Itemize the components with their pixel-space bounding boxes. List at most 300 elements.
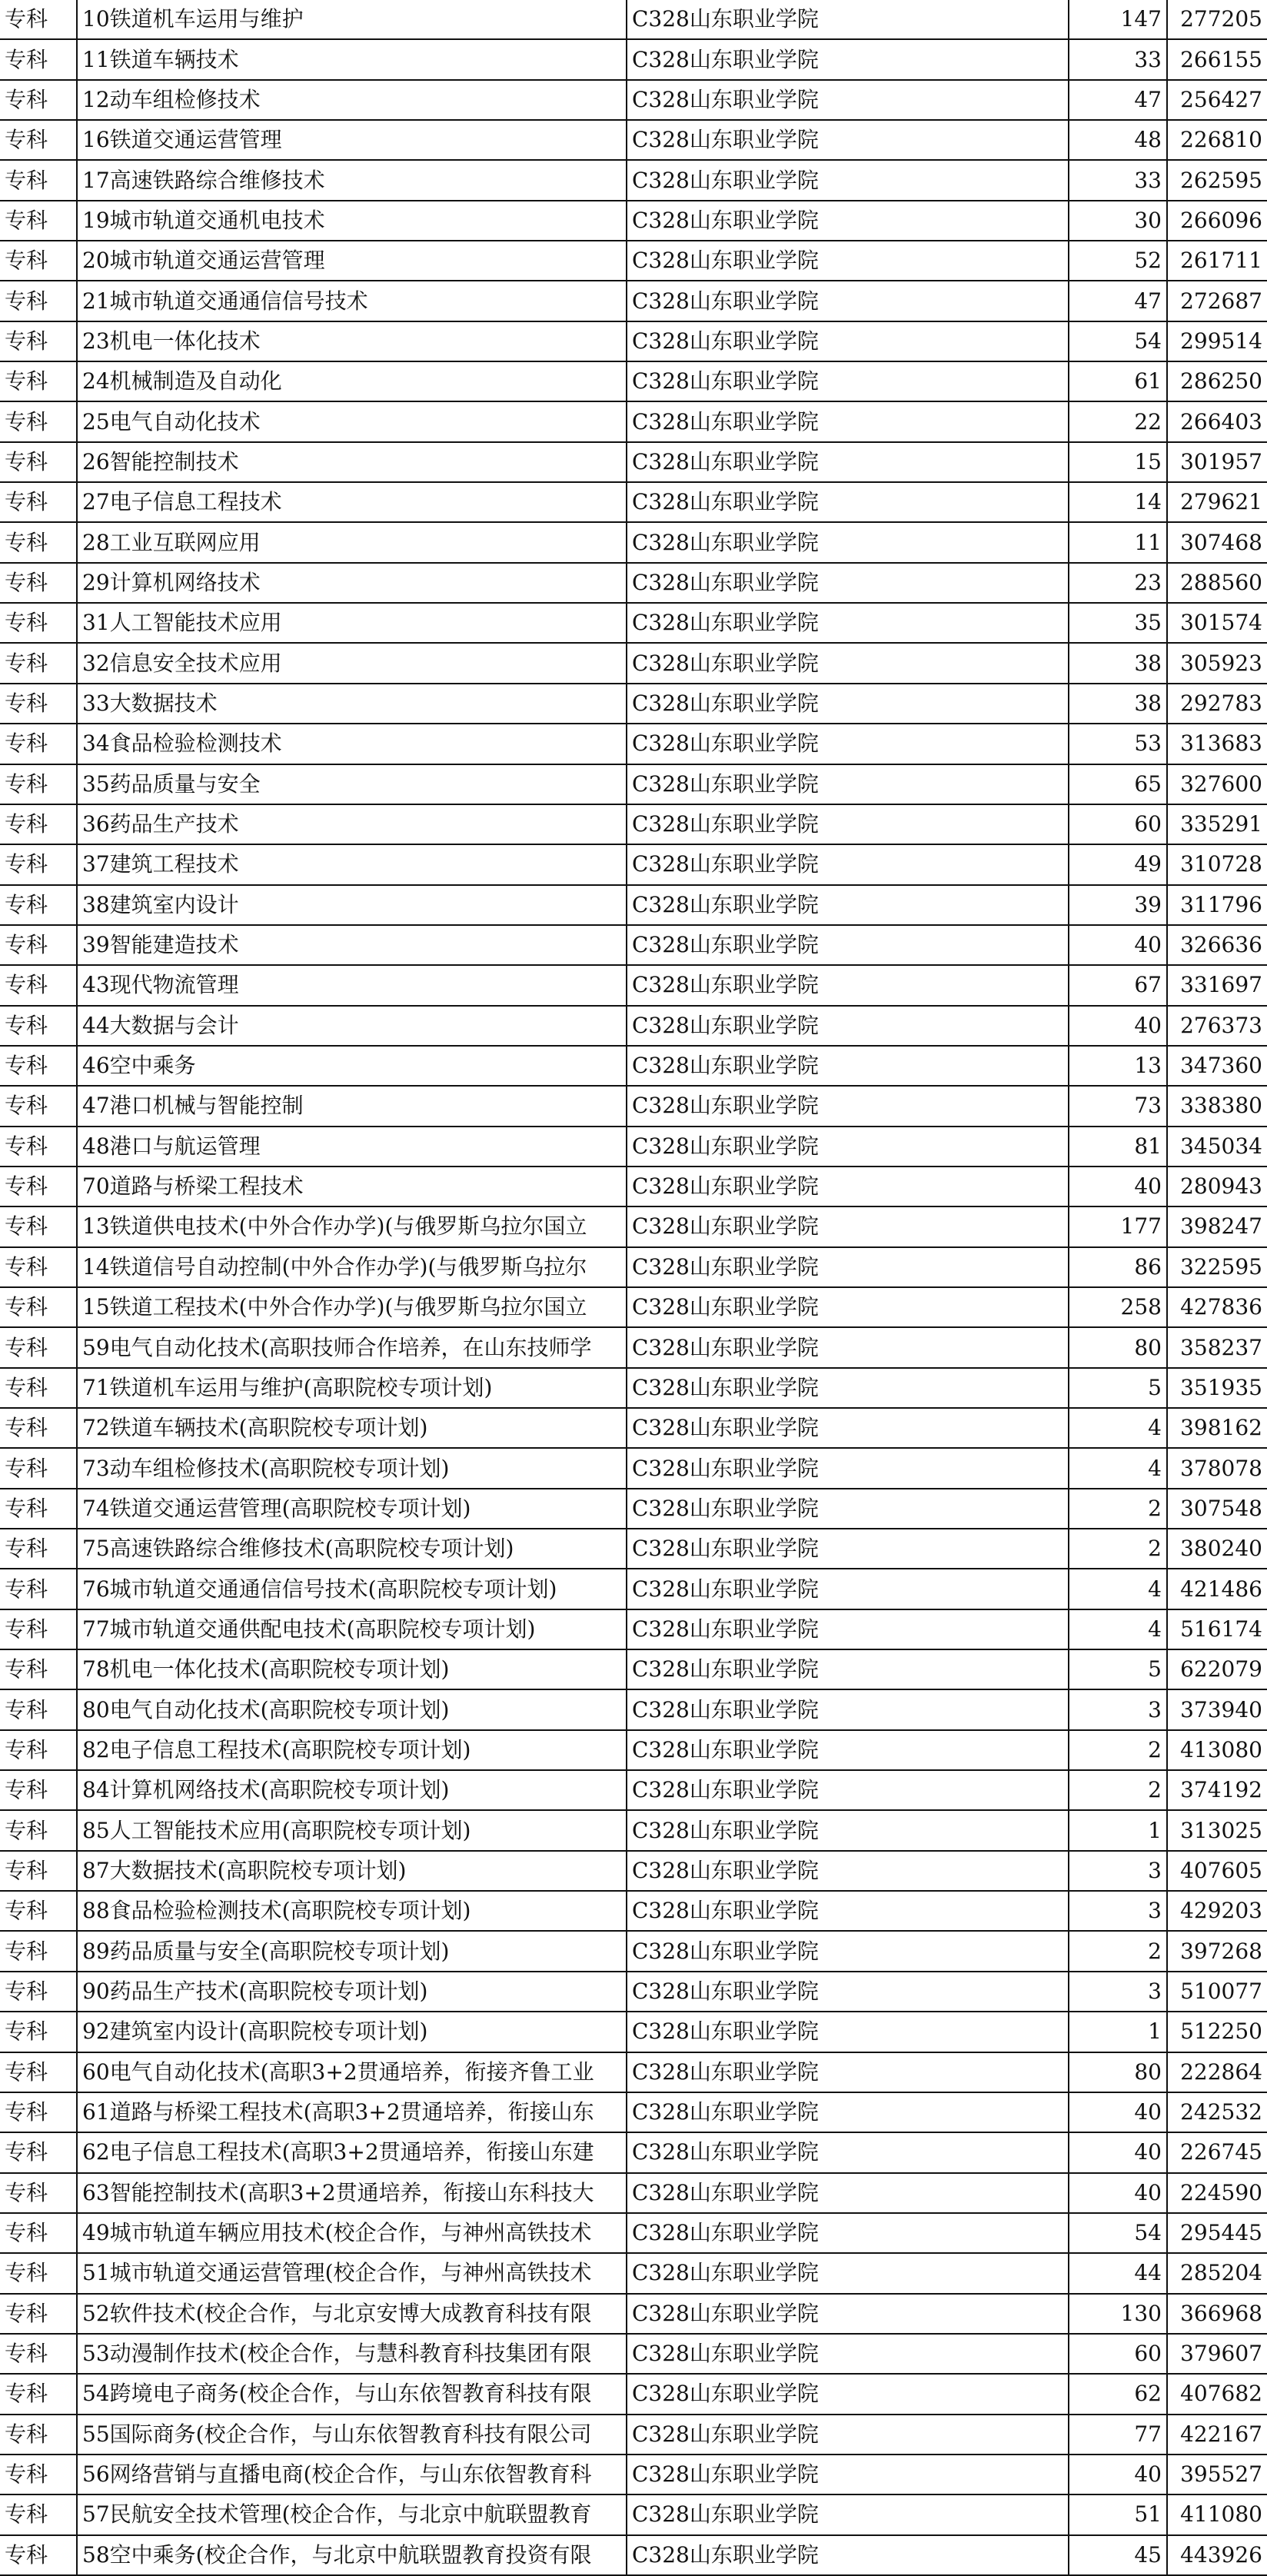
min-rank-cell: 307548 — [1167, 1489, 1267, 1529]
min-rank-cell: 347360 — [1167, 1046, 1267, 1086]
level-cell: 专科 — [0, 2294, 77, 2334]
major-name-cell: 82电子信息工程技术(高职院校专项计划) — [77, 1730, 627, 1770]
plan-count-cell: 86 — [1069, 1247, 1167, 1287]
school-name-cell: C328山东职业学院 — [627, 2374, 1069, 2414]
level-cell: 专科 — [0, 1649, 77, 1689]
major-name-cell: 23机电一体化技术 — [77, 321, 627, 361]
level-cell: 专科 — [0, 1851, 77, 1891]
table-row — [0, 885, 1267, 925]
table-row — [0, 2494, 1267, 2534]
min-rank-cell: 279621 — [1167, 482, 1267, 522]
level-cell: 专科 — [0, 643, 77, 683]
major-name-cell: 61道路与桥梁工程技术(高职3+2贯通培养，衔接山东 — [77, 2092, 627, 2132]
plan-count-cell: 80 — [1069, 2052, 1167, 2092]
school-name-cell: C328山东职业学院 — [627, 724, 1069, 764]
school-name-cell: C328山东职业学院 — [627, 1931, 1069, 1971]
plan-count-cell: 54 — [1069, 2213, 1167, 2253]
school-name-cell: C328山东职业学院 — [627, 2253, 1069, 2293]
table-row — [0, 160, 1267, 200]
major-name-cell: 62电子信息工程技术(高职3+2贯通培养，衔接山东建 — [77, 2132, 627, 2172]
plan-count-cell: 147 — [1069, 0, 1167, 39]
table-row — [0, 1891, 1267, 1931]
level-cell: 专科 — [0, 120, 77, 160]
table-row — [0, 361, 1267, 401]
plan-count-cell: 22 — [1069, 401, 1167, 441]
major-name-cell: 29计算机网络技术 — [77, 563, 627, 603]
level-cell: 专科 — [0, 1086, 77, 1126]
plan-count-cell: 2 — [1069, 1931, 1167, 1971]
table-row — [0, 1247, 1267, 1287]
min-rank-cell: 256427 — [1167, 80, 1267, 120]
school-name-cell: C328山东职业学院 — [627, 1287, 1069, 1327]
min-rank-cell: 378078 — [1167, 1448, 1267, 1488]
min-rank-cell: 411080 — [1167, 2494, 1267, 2534]
school-name-cell: C328山东职业学院 — [627, 1247, 1069, 1287]
plan-count-cell: 40 — [1069, 1006, 1167, 1046]
table-row — [0, 2374, 1267, 2414]
level-cell: 专科 — [0, 925, 77, 965]
school-name-cell: C328山东职业学院 — [627, 120, 1069, 160]
plan-count-cell: 3 — [1069, 1689, 1167, 1729]
level-cell: 专科 — [0, 603, 77, 643]
min-rank-cell: 266096 — [1167, 201, 1267, 241]
plan-count-cell: 2 — [1069, 1730, 1167, 1770]
major-name-cell: 38建筑室内设计 — [77, 885, 627, 925]
level-cell: 专科 — [0, 1287, 77, 1327]
major-name-cell: 34食品检验检测技术 — [77, 724, 627, 764]
table-row — [0, 764, 1267, 804]
min-rank-cell: 395527 — [1167, 2455, 1267, 2494]
school-name-cell: C328山东职业学院 — [627, 321, 1069, 361]
major-name-cell: 71铁道机车运用与维护(高职院校专项计划) — [77, 1368, 627, 1408]
table-row — [0, 2173, 1267, 2213]
min-rank-cell: 272687 — [1167, 281, 1267, 321]
level-cell: 专科 — [0, 361, 77, 401]
min-rank-cell: 288560 — [1167, 563, 1267, 603]
min-rank-cell: 366968 — [1167, 2294, 1267, 2334]
plan-count-cell: 47 — [1069, 80, 1167, 120]
table-row — [0, 2455, 1267, 2494]
min-rank-cell: 443926 — [1167, 2535, 1267, 2575]
level-cell: 专科 — [0, 0, 77, 39]
min-rank-cell: 226745 — [1167, 2132, 1267, 2172]
min-rank-cell: 380240 — [1167, 1529, 1267, 1569]
school-name-cell: C328山东职业学院 — [627, 1489, 1069, 1529]
level-cell: 专科 — [0, 1730, 77, 1770]
min-rank-cell: 516174 — [1167, 1609, 1267, 1649]
level-cell: 专科 — [0, 1206, 77, 1246]
level-cell: 专科 — [0, 1569, 77, 1609]
plan-count-cell: 23 — [1069, 563, 1167, 603]
min-rank-cell: 429203 — [1167, 1891, 1267, 1931]
plan-count-cell: 258 — [1069, 1287, 1167, 1327]
plan-count-cell: 4 — [1069, 1448, 1167, 1488]
level-cell: 专科 — [0, 2052, 77, 2092]
major-name-cell: 39智能建造技术 — [77, 925, 627, 965]
level-cell: 专科 — [0, 39, 77, 79]
min-rank-cell: 266403 — [1167, 401, 1267, 441]
level-cell: 专科 — [0, 160, 77, 200]
plan-count-cell: 48 — [1069, 120, 1167, 160]
level-cell: 专科 — [0, 844, 77, 884]
school-name-cell: C328山东职业学院 — [627, 2012, 1069, 2052]
level-cell: 专科 — [0, 1327, 77, 1367]
plan-count-cell: 62 — [1069, 2374, 1167, 2414]
school-name-cell: C328山东职业学院 — [627, 401, 1069, 441]
major-name-cell: 78机电一体化技术(高职院校专项计划) — [77, 1649, 627, 1689]
major-name-cell: 24机械制造及自动化 — [77, 361, 627, 401]
level-cell: 专科 — [0, 80, 77, 120]
table-row — [0, 724, 1267, 764]
table-row — [0, 1448, 1267, 1488]
plan-count-cell: 2 — [1069, 1529, 1167, 1569]
min-rank-cell: 305923 — [1167, 643, 1267, 683]
plan-count-cell: 44 — [1069, 2253, 1167, 2293]
min-rank-cell: 226810 — [1167, 120, 1267, 160]
level-cell: 专科 — [0, 1689, 77, 1729]
plan-count-cell: 53 — [1069, 724, 1167, 764]
plan-count-cell: 4 — [1069, 1569, 1167, 1609]
min-rank-cell: 397268 — [1167, 1931, 1267, 1971]
plan-count-cell: 60 — [1069, 804, 1167, 844]
plan-count-cell: 81 — [1069, 1127, 1167, 1167]
school-name-cell: C328山东职业学院 — [627, 522, 1069, 562]
plan-count-cell: 33 — [1069, 160, 1167, 200]
table-row — [0, 1609, 1267, 1649]
plan-count-cell: 73 — [1069, 1086, 1167, 1126]
major-name-cell: 70道路与桥梁工程技术 — [77, 1167, 627, 1206]
major-name-cell: 55国际商务(校企合作，与山东依智教育科技有限公司 — [77, 2415, 627, 2455]
min-rank-cell: 286250 — [1167, 361, 1267, 401]
school-name-cell: C328山东职业学院 — [627, 2092, 1069, 2132]
school-name-cell: C328山东职业学院 — [627, 2455, 1069, 2494]
level-cell: 专科 — [0, 1408, 77, 1448]
min-rank-cell: 266155 — [1167, 39, 1267, 79]
school-name-cell: C328山东职业学院 — [627, 1086, 1069, 1126]
plan-count-cell: 11 — [1069, 522, 1167, 562]
major-name-cell: 33大数据技术 — [77, 684, 627, 724]
school-name-cell: C328山东职业学院 — [627, 1891, 1069, 1931]
table-row — [0, 1972, 1267, 2012]
major-name-cell: 80电气自动化技术(高职院校专项计划) — [77, 1689, 627, 1729]
table-row — [0, 2132, 1267, 2172]
level-cell: 专科 — [0, 2132, 77, 2172]
level-cell: 专科 — [0, 1609, 77, 1649]
level-cell: 专科 — [0, 1891, 77, 1931]
school-name-cell: C328山东职业学院 — [627, 1730, 1069, 1770]
min-rank-cell: 276373 — [1167, 1006, 1267, 1046]
school-name-cell: C328山东职业学院 — [627, 281, 1069, 321]
level-cell: 专科 — [0, 2334, 77, 2374]
table-row — [0, 1046, 1267, 1086]
major-name-cell: 26智能控制技术 — [77, 442, 627, 482]
plan-count-cell: 40 — [1069, 925, 1167, 965]
level-cell: 专科 — [0, 2455, 77, 2494]
plan-count-cell: 61 — [1069, 361, 1167, 401]
major-name-cell: 35药品质量与安全 — [77, 764, 627, 804]
table-row — [0, 2052, 1267, 2092]
level-cell: 专科 — [0, 2092, 77, 2132]
school-name-cell: C328山东职业学院 — [627, 804, 1069, 844]
min-rank-cell: 422167 — [1167, 2415, 1267, 2455]
school-name-cell: C328山东职业学院 — [627, 643, 1069, 683]
major-name-cell: 52软件技术(校企合作，与北京安博大成教育科技有限 — [77, 2294, 627, 2334]
plan-count-cell: 40 — [1069, 2455, 1167, 2494]
level-cell: 专科 — [0, 1046, 77, 1086]
table-row — [0, 563, 1267, 603]
plan-count-cell: 3 — [1069, 1851, 1167, 1891]
school-name-cell: C328山东职业学院 — [627, 1206, 1069, 1246]
major-name-cell: 16铁道交通运营管理 — [77, 120, 627, 160]
table-row — [0, 1206, 1267, 1246]
level-cell: 专科 — [0, 321, 77, 361]
plan-count-cell: 14 — [1069, 482, 1167, 522]
plan-count-cell: 2 — [1069, 1770, 1167, 1810]
plan-count-cell: 4 — [1069, 1408, 1167, 1448]
plan-count-cell: 40 — [1069, 2092, 1167, 2132]
min-rank-cell: 335291 — [1167, 804, 1267, 844]
min-rank-cell: 379607 — [1167, 2334, 1267, 2374]
table-row — [0, 1529, 1267, 1569]
min-rank-cell: 313683 — [1167, 724, 1267, 764]
level-cell: 专科 — [0, 1368, 77, 1408]
level-cell: 专科 — [0, 2253, 77, 2293]
table-row — [0, 925, 1267, 965]
min-rank-cell: 224590 — [1167, 2173, 1267, 2213]
major-name-cell: 85人工智能技术应用(高职院校专项计划) — [77, 1810, 627, 1850]
school-name-cell: C328山东职业学院 — [627, 1368, 1069, 1408]
table-row — [0, 1368, 1267, 1408]
table-row — [0, 1770, 1267, 1810]
table-row — [0, 401, 1267, 441]
min-rank-cell: 295445 — [1167, 2213, 1267, 2253]
major-name-cell: 77城市轨道交通供配电技术(高职院校专项计划) — [77, 1609, 627, 1649]
school-name-cell: C328山东职业学院 — [627, 2535, 1069, 2575]
table-row — [0, 1689, 1267, 1729]
level-cell: 专科 — [0, 965, 77, 1005]
min-rank-cell: 322595 — [1167, 1247, 1267, 1287]
min-rank-cell: 326636 — [1167, 925, 1267, 965]
school-name-cell: C328山东职业学院 — [627, 1851, 1069, 1891]
table-row — [0, 1327, 1267, 1367]
level-cell: 专科 — [0, 442, 77, 482]
min-rank-cell: 280943 — [1167, 1167, 1267, 1206]
major-name-cell: 53动漫制作技术(校企合作，与慧科教育科技集团有限 — [77, 2334, 627, 2374]
school-name-cell: C328山东职业学院 — [627, 2334, 1069, 2374]
plan-count-cell: 51 — [1069, 2494, 1167, 2534]
school-name-cell: C328山东职业学院 — [627, 1529, 1069, 1569]
level-cell: 专科 — [0, 1972, 77, 2012]
major-name-cell: 63智能控制技术(高职3+2贯通培养，衔接山东科技大 — [77, 2173, 627, 2213]
level-cell: 专科 — [0, 401, 77, 441]
school-name-cell: C328山东职业学院 — [627, 160, 1069, 200]
table-row — [0, 844, 1267, 884]
major-name-cell: 89药品质量与安全(高职院校专项计划) — [77, 1931, 627, 1971]
level-cell: 专科 — [0, 1127, 77, 1167]
school-name-cell: C328山东职业学院 — [627, 1046, 1069, 1086]
table-row — [0, 321, 1267, 361]
level-cell: 专科 — [0, 241, 77, 281]
major-name-cell: 49城市轨道车辆应用技术(校企合作，与神州高铁技术 — [77, 2213, 627, 2253]
plan-count-cell: 5 — [1069, 1649, 1167, 1689]
plan-count-cell: 40 — [1069, 2173, 1167, 2213]
table-row — [0, 201, 1267, 241]
major-name-cell: 73动车组检修技术(高职院校专项计划) — [77, 1448, 627, 1488]
table-row — [0, 2092, 1267, 2132]
table-row — [0, 2294, 1267, 2334]
table-row — [0, 2334, 1267, 2374]
table-row — [0, 522, 1267, 562]
school-name-cell: C328山东职业学院 — [627, 684, 1069, 724]
level-cell: 专科 — [0, 724, 77, 764]
plan-count-cell: 2 — [1069, 1489, 1167, 1529]
min-rank-cell: 313025 — [1167, 1810, 1267, 1850]
plan-count-cell: 40 — [1069, 2132, 1167, 2172]
major-name-cell: 32信息安全技术应用 — [77, 643, 627, 683]
level-cell: 专科 — [0, 1810, 77, 1850]
level-cell: 专科 — [0, 201, 77, 241]
plan-count-cell: 3 — [1069, 1972, 1167, 2012]
min-rank-cell: 311796 — [1167, 885, 1267, 925]
min-rank-cell: 373940 — [1167, 1689, 1267, 1729]
plan-count-cell: 35 — [1069, 603, 1167, 643]
min-rank-cell: 421486 — [1167, 1569, 1267, 1609]
school-name-cell: C328山东职业学院 — [627, 1770, 1069, 1810]
level-cell: 专科 — [0, 1006, 77, 1046]
plan-count-cell: 15 — [1069, 442, 1167, 482]
major-name-cell: 92建筑室内设计(高职院校专项计划) — [77, 2012, 627, 2052]
school-name-cell: C328山东职业学院 — [627, 2132, 1069, 2172]
major-name-cell: 51城市轨道交通运营管理(校企合作，与神州高铁技术 — [77, 2253, 627, 2293]
min-rank-cell: 242532 — [1167, 2092, 1267, 2132]
table-row — [0, 603, 1267, 643]
school-name-cell: C328山东职业学院 — [627, 80, 1069, 120]
level-cell: 专科 — [0, 563, 77, 603]
school-name-cell: C328山东职业学院 — [627, 2173, 1069, 2213]
major-name-cell: 21城市轨道交通通信信号技术 — [77, 281, 627, 321]
school-name-cell: C328山东职业学院 — [627, 201, 1069, 241]
school-name-cell: C328山东职业学院 — [627, 0, 1069, 39]
min-rank-cell: 407682 — [1167, 2374, 1267, 2414]
major-name-cell: 60电气自动化技术(高职3+2贯通培养，衔接齐鲁工业 — [77, 2052, 627, 2092]
plan-count-cell: 45 — [1069, 2535, 1167, 2575]
min-rank-cell: 262595 — [1167, 160, 1267, 200]
plan-count-cell: 49 — [1069, 844, 1167, 884]
major-name-cell: 28工业互联网应用 — [77, 522, 627, 562]
major-name-cell: 44大数据与会计 — [77, 1006, 627, 1046]
min-rank-cell: 299514 — [1167, 321, 1267, 361]
table-row — [0, 1006, 1267, 1046]
table-row — [0, 120, 1267, 160]
school-name-cell: C328山东职业学院 — [627, 442, 1069, 482]
school-name-cell: C328山东职业学院 — [627, 1649, 1069, 1689]
plan-count-cell: 4 — [1069, 1609, 1167, 1649]
major-name-cell: 74铁道交通运营管理(高职院校专项计划) — [77, 1489, 627, 1529]
table-row — [0, 39, 1267, 79]
major-name-cell: 87大数据技术(高职院校专项计划) — [77, 1851, 627, 1891]
major-name-cell: 13铁道供电技术(中外合作办学)(与俄罗斯乌拉尔国立 — [77, 1206, 627, 1246]
plan-count-cell: 177 — [1069, 1206, 1167, 1246]
min-rank-cell: 427836 — [1167, 1287, 1267, 1327]
school-name-cell: C328山东职业学院 — [627, 2494, 1069, 2534]
table-row — [0, 2535, 1267, 2575]
major-name-cell: 25电气自动化技术 — [77, 401, 627, 441]
min-rank-cell: 331697 — [1167, 965, 1267, 1005]
school-name-cell: C328山东职业学院 — [627, 1972, 1069, 2012]
major-name-cell: 90药品生产技术(高职院校专项计划) — [77, 1972, 627, 2012]
school-name-cell: C328山东职业学院 — [627, 844, 1069, 884]
table-row — [0, 1167, 1267, 1206]
min-rank-cell: 398162 — [1167, 1408, 1267, 1448]
school-name-cell: C328山东职业学院 — [627, 603, 1069, 643]
level-cell: 专科 — [0, 764, 77, 804]
table-row — [0, 2415, 1267, 2455]
min-rank-cell: 222864 — [1167, 2052, 1267, 2092]
table-row — [0, 482, 1267, 522]
table-row — [0, 1287, 1267, 1327]
plan-count-cell: 130 — [1069, 2294, 1167, 2334]
school-name-cell: C328山东职业学院 — [627, 361, 1069, 401]
table-row — [0, 1086, 1267, 1126]
school-name-cell: C328山东职业学院 — [627, 925, 1069, 965]
min-rank-cell: 512250 — [1167, 2012, 1267, 2052]
plan-count-cell: 47 — [1069, 281, 1167, 321]
school-name-cell: C328山东职业学院 — [627, 965, 1069, 1005]
major-name-cell: 84计算机网络技术(高职院校专项计划) — [77, 1770, 627, 1810]
min-rank-cell: 301957 — [1167, 442, 1267, 482]
major-name-cell: 27电子信息工程技术 — [77, 482, 627, 522]
school-name-cell: C328山东职业学院 — [627, 1167, 1069, 1206]
plan-count-cell: 1 — [1069, 2012, 1167, 2052]
major-name-cell: 54跨境电子商务(校企合作，与山东依智教育科技有限 — [77, 2374, 627, 2414]
table-row — [0, 241, 1267, 281]
table-row — [0, 804, 1267, 844]
level-cell: 专科 — [0, 2415, 77, 2455]
table-row — [0, 2012, 1267, 2052]
min-rank-cell: 398247 — [1167, 1206, 1267, 1246]
min-rank-cell: 301574 — [1167, 603, 1267, 643]
table-row — [0, 1730, 1267, 1770]
school-name-cell: C328山东职业学院 — [627, 2415, 1069, 2455]
school-name-cell: C328山东职业学院 — [627, 1127, 1069, 1167]
level-cell: 专科 — [0, 2494, 77, 2534]
table-row — [0, 643, 1267, 683]
table-row — [0, 281, 1267, 321]
plan-count-cell: 33 — [1069, 39, 1167, 79]
school-name-cell: C328山东职业学院 — [627, 2294, 1069, 2334]
major-name-cell: 56网络营销与直播电商(校企合作，与山东依智教育科 — [77, 2455, 627, 2494]
level-cell: 专科 — [0, 482, 77, 522]
level-cell: 专科 — [0, 1167, 77, 1206]
major-name-cell: 76城市轨道交通通信信号技术(高职院校专项计划) — [77, 1569, 627, 1609]
table-row — [0, 2253, 1267, 2293]
school-name-cell: C328山东职业学院 — [627, 1689, 1069, 1729]
plan-count-cell: 39 — [1069, 885, 1167, 925]
major-name-cell: 15铁道工程技术(中外合作办学)(与俄罗斯乌拉尔国立 — [77, 1287, 627, 1327]
school-name-cell: C328山东职业学院 — [627, 1448, 1069, 1488]
school-name-cell: C328山东职业学院 — [627, 563, 1069, 603]
level-cell: 专科 — [0, 2374, 77, 2414]
major-name-cell: 47港口机械与智能控制 — [77, 1086, 627, 1126]
plan-count-cell: 60 — [1069, 2334, 1167, 2374]
min-rank-cell: 358237 — [1167, 1327, 1267, 1367]
major-name-cell: 88食品检验检测技术(高职院校专项计划) — [77, 1891, 627, 1931]
min-rank-cell: 307468 — [1167, 522, 1267, 562]
plan-count-cell: 13 — [1069, 1046, 1167, 1086]
major-name-cell: 14铁道信号自动控制(中外合作办学)(与俄罗斯乌拉尔 — [77, 1247, 627, 1287]
major-name-cell: 57民航安全技术管理(校企合作，与北京中航联盟教育 — [77, 2494, 627, 2534]
table-row — [0, 684, 1267, 724]
